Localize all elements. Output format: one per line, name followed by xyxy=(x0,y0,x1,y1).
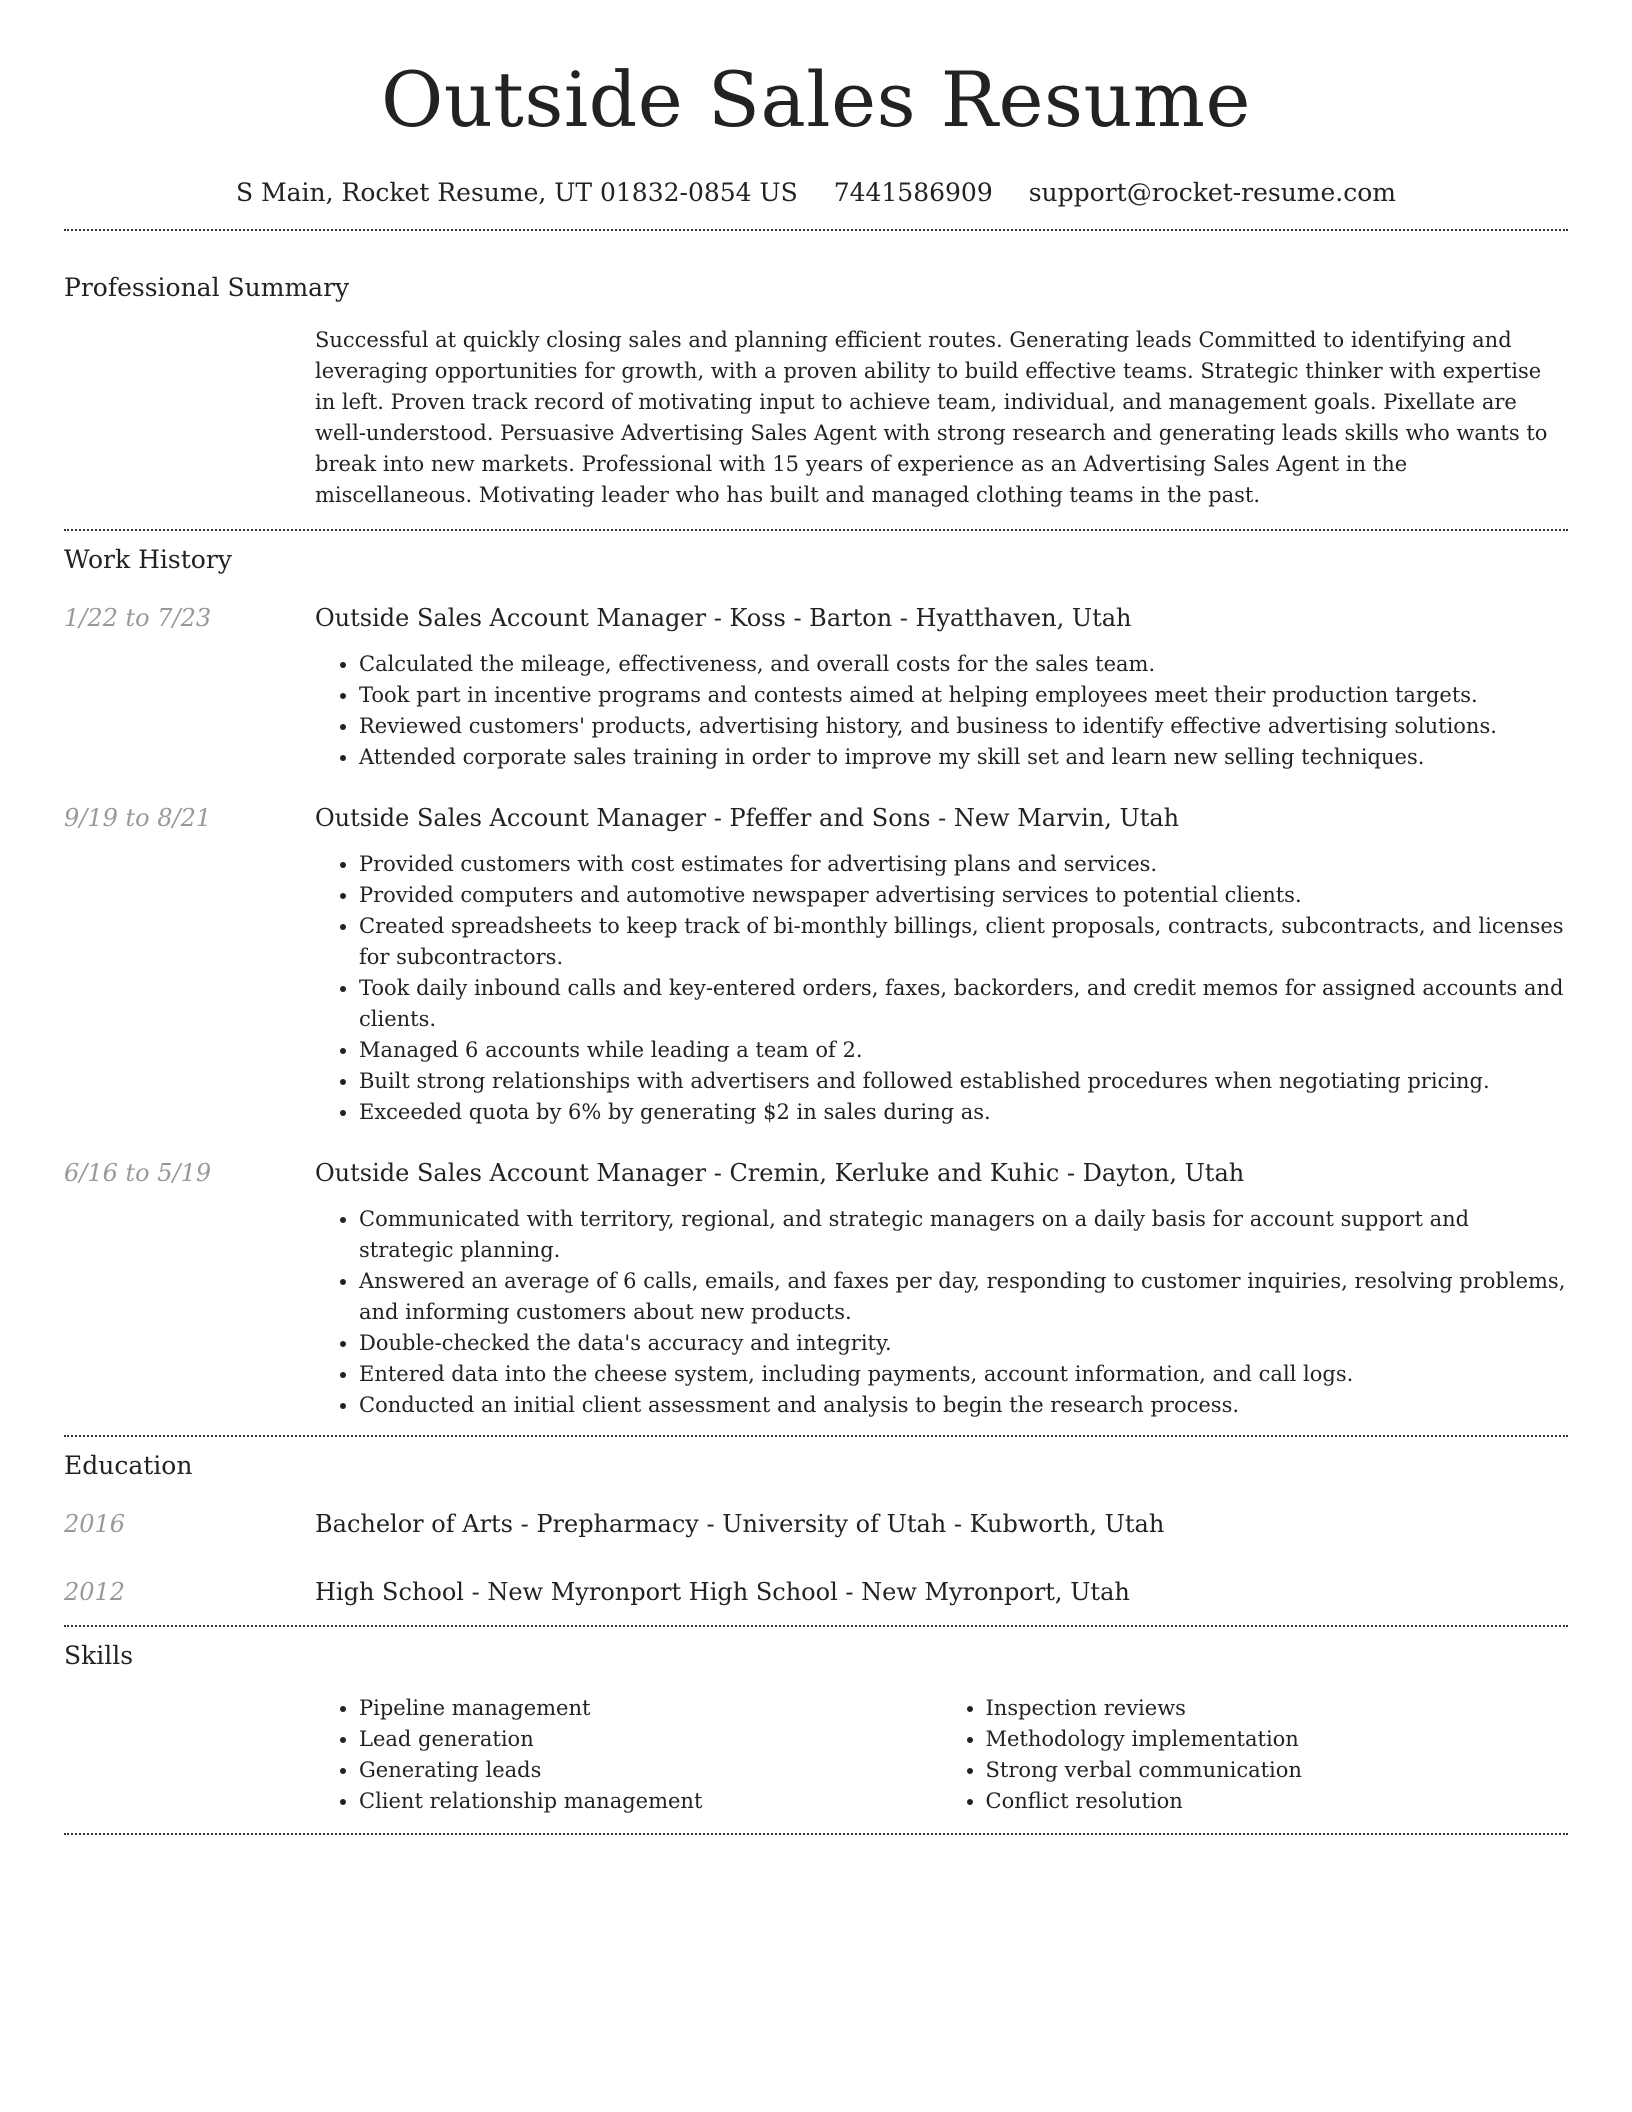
list-item: • Exceeded quota by 6% by generating $2 in sales during as. xyxy=(359,1097,1568,1128)
section-title-skills: Skills xyxy=(64,1641,134,1670)
section-title-education: Education xyxy=(64,1451,193,1480)
education-text: Bachelor of Arts - Prepharmacy - University of Utah - Kubworth, Utah xyxy=(315,1510,1165,1538)
job-date: 1/22 to 7/23 xyxy=(64,604,212,632)
list-item: • Conducted an initial client assessment and analysis to begin the research process. xyxy=(359,1390,1568,1421)
list-item: • Entered data into the cheese system, including payments, account information, and call logs. xyxy=(359,1359,1568,1390)
job-entry xyxy=(64,601,1568,773)
list-item: • Managed 6 accounts while leading a team of 2. xyxy=(359,1035,1568,1066)
contact-address: S Main, Rocket Resume, UT 01832-0854 US xyxy=(235,178,798,207)
education-text: High School - New Myronport High School - New Myronport, Utah xyxy=(315,1578,1130,1606)
list-item: • Took part in incentive programs and contests aimed at helping employees meet their production targets. xyxy=(359,680,1568,711)
list-item: • Created spreadsheets to keep track of bi-monthly billings, client proposals, contracts, subcontracts, and licenses for subcontractors. xyxy=(359,911,1568,973)
list-item: • Methodology implementation xyxy=(986,1724,1569,1755)
skills-grid xyxy=(315,1693,1568,1817)
job-bullets xyxy=(315,1204,1568,1421)
list-item: • Conflict resolution xyxy=(986,1786,1569,1817)
list-item: • Attended corporate sales training in order to improve my skill set and learn new selling techniques. xyxy=(359,742,1568,773)
divider xyxy=(64,1435,1568,1437)
summary-text: Successful at quickly closing sales and planning efficient routes. Generating leads Committed to identifying and leveraging opportunities for growth, with a proven ability to build effective teams. Strategic thinker with expertise in left. Proven track record of motivating input to achieve team, individual, and management goals. Pixellate are well-understood. Persuasive Advertising Sales Agent with strong research and generating leads skills who wants to break into new markets. Professional with 15 years of experience as an Advertising Sales Agent in the miscellaneous. Motivating leader who has built and managed clothing teams in the past. xyxy=(315,328,1548,507)
list-item: • Provided customers with cost estimates for advertising plans and services. xyxy=(359,849,1568,880)
list-item: • Strong verbal communication xyxy=(986,1755,1569,1786)
job-entry xyxy=(64,1156,1568,1421)
skills-list-left xyxy=(315,1693,942,1817)
education-entry xyxy=(64,1575,1568,1609)
job-bullets xyxy=(315,649,1568,773)
summary-block xyxy=(64,325,1568,511)
section-title-summary: Professional Summary xyxy=(64,273,350,302)
job-heading: Outside Sales Account Manager - Koss - Barton - Hyatthaven, Utah xyxy=(315,604,1132,632)
education-date: 2016 xyxy=(64,1510,126,1538)
list-item: • Inspection reviews xyxy=(986,1693,1569,1724)
education-date: 2012 xyxy=(64,1578,126,1606)
education-entry xyxy=(64,1507,1568,1541)
list-item: • Pipeline management xyxy=(359,1693,942,1724)
job-entry xyxy=(64,801,1568,1128)
list-item: • Built strong relationships with advertisers and followed established procedures when negotiating pricing. xyxy=(359,1066,1568,1097)
contact-line xyxy=(64,176,1568,210)
list-item: • Took daily inbound calls and key-entered orders, faxes, backorders, and credit memos for assigned accounts and clients. xyxy=(359,973,1568,1035)
list-item: • Lead generation xyxy=(359,1724,942,1755)
spacer xyxy=(64,1673,315,1817)
divider xyxy=(64,1625,1568,1627)
list-item: • Provided computers and automotive newspaper advertising services to potential clients. xyxy=(359,880,1568,911)
skills-list-right xyxy=(942,1693,1569,1817)
list-item: • Calculated the mileage, effectiveness, and overall costs for the sales team. xyxy=(359,649,1568,680)
job-date: 6/16 to 5/19 xyxy=(64,1159,212,1187)
list-item: • Client relationship management xyxy=(359,1786,942,1817)
list-item: • Double-checked the data's accuracy and integrity. xyxy=(359,1328,1568,1359)
job-heading: Outside Sales Account Manager - Pfeffer and Sons - New Marvin, Utah xyxy=(315,804,1180,832)
list-item: • Communicated with territory, regional, and strategic managers on a daily basis for account support and strategic planning. xyxy=(359,1204,1568,1266)
list-item: • Reviewed customers' products, advertising history, and business to identify effective advertising solutions. xyxy=(359,711,1568,742)
divider xyxy=(64,1833,1568,1835)
list-item: • Generating leads xyxy=(359,1755,942,1786)
contact-phone: 7441586909 xyxy=(833,178,993,207)
job-heading: Outside Sales Account Manager - Cremin, Kerluke and Kuhic - Dayton, Utah xyxy=(315,1159,1245,1187)
divider xyxy=(64,229,1568,231)
job-bullets xyxy=(315,849,1568,1128)
section-title-work: Work History xyxy=(64,545,232,574)
page-title: Outside Sales Resume xyxy=(381,55,1251,144)
skills-block xyxy=(64,1673,1568,1817)
list-item: • Answered an average of 6 calls, emails, and faxes per day, responding to customer inquiries, resolving problems, and informing customers about new products. xyxy=(359,1266,1568,1328)
divider xyxy=(64,529,1568,531)
spacer xyxy=(64,325,315,511)
contact-email: support@rocket-resume.com xyxy=(1028,178,1397,207)
job-date: 9/19 to 8/21 xyxy=(64,804,212,832)
